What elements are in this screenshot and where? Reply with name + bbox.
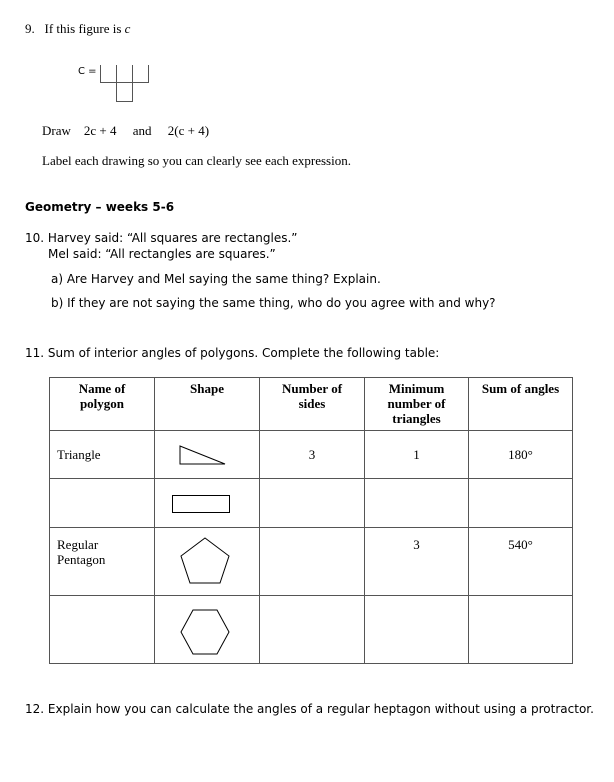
q9-variable: c: [124, 21, 131, 36]
cell-sum-text: [469, 479, 572, 495]
q10-line-2: Mel said: “All rectangles are squares.”: [48, 247, 276, 261]
question-12: 12. Explain how you can calculate the angles of a regular heptagon without using a protractor.: [25, 702, 594, 716]
cell-sides: [260, 596, 365, 664]
cell-name-line-2: Pentagon: [57, 552, 106, 567]
cell-sum-text: 540°: [508, 537, 533, 552]
header-sum-text: Sum of angles: [481, 381, 560, 396]
header-name: [50, 378, 155, 431]
cell-sides: [260, 431, 365, 479]
cell-shape: [155, 431, 260, 479]
cell-name-line-1: Regular: [57, 537, 99, 552]
table-row: [50, 528, 573, 596]
table-row: [50, 431, 573, 479]
cell-name-text: Triangle: [57, 447, 101, 462]
and-word: and: [132, 123, 152, 138]
header-name-line-1: Name of: [78, 381, 126, 396]
header-sides-line-2: sides: [298, 396, 326, 411]
draw-instruction: [42, 123, 209, 139]
expression-2: 2(c + 4): [167, 123, 210, 138]
hexagon-icon: [155, 596, 259, 662]
table-header-row: [50, 378, 573, 431]
cell-triangles: [365, 431, 469, 479]
cell-sides-text: 3: [308, 447, 316, 462]
rectangle-icon: [155, 479, 259, 526]
cell-sum-text: [469, 596, 572, 612]
cell-name: [50, 431, 155, 479]
cell-name-text: [57, 528, 154, 567]
expression-1: 2c + 4: [83, 123, 117, 138]
cell-sum-text: 180°: [508, 447, 533, 462]
header-name-line-2: polygon: [79, 396, 125, 411]
cell-sides-text: [260, 479, 364, 495]
cell-sides: [260, 479, 365, 528]
cell-sum: [469, 528, 573, 596]
cell-sum: [469, 479, 573, 528]
q10-part-a: a) Are Harvey and Mel saying the same thing? Explain.: [51, 272, 381, 286]
pentagon-icon: [155, 528, 259, 594]
triangle-icon: [155, 431, 259, 477]
header-triangles-line-3: triangles: [392, 411, 441, 426]
q10-line-1: 10. Harvey said: “All squares are rectangles.”: [25, 231, 298, 245]
cell-triangles-text: [365, 479, 468, 495]
geometry-heading: Geometry – weeks 5-6: [25, 200, 175, 214]
q10-part-b: b) If they are not saying the same thing, who do you agree with and why?: [51, 296, 496, 310]
header-triangles-line-1: Minimum: [388, 381, 445, 396]
cell-sum: [469, 431, 573, 479]
cell-sum: [469, 596, 573, 664]
cell-name: [50, 479, 155, 528]
c-grid-figure: [98, 64, 158, 104]
cell-shape: [155, 596, 260, 664]
header-sides: [260, 378, 365, 431]
table-row: [50, 479, 573, 528]
cell-triangles: [365, 528, 469, 596]
cell-name-text: [57, 596, 154, 612]
header-shape-text: Shape: [190, 381, 224, 396]
cell-name: [50, 528, 155, 596]
header-shape: [155, 378, 260, 431]
header-sum: [469, 378, 573, 431]
question-9: [25, 21, 130, 37]
cell-triangles: [365, 479, 469, 528]
cell-name-text: [57, 479, 154, 495]
cell-triangles-text: 3: [413, 537, 420, 552]
cell-name: [50, 596, 155, 664]
c-figure: [78, 64, 158, 104]
cell-triangles-text: [365, 596, 468, 612]
q9-number: 9.: [25, 21, 35, 36]
table-row: [50, 596, 573, 664]
draw-word: Draw: [42, 123, 71, 138]
label-instruction: Label each drawing so you can clearly see each expression.: [42, 153, 351, 168]
cell-shape: [155, 479, 260, 528]
cell-triangles-text: 1: [413, 447, 420, 462]
cell-sides: [260, 528, 365, 596]
cell-sides-text: [260, 596, 364, 612]
c-figure-label: C =: [78, 66, 97, 77]
header-triangles: [365, 378, 469, 431]
header-triangles-line-2: number of: [387, 396, 446, 411]
header-sides-line-1: Number of: [281, 381, 343, 396]
question-11: 11. Sum of interior angles of polygons. Complete the following table:: [25, 346, 440, 360]
cell-shape: [155, 528, 260, 596]
cell-sides-text: [260, 528, 364, 537]
q9-text: If this figure is: [44, 21, 122, 36]
polygon-angles-table: [49, 377, 573, 664]
cell-triangles: [365, 596, 469, 664]
